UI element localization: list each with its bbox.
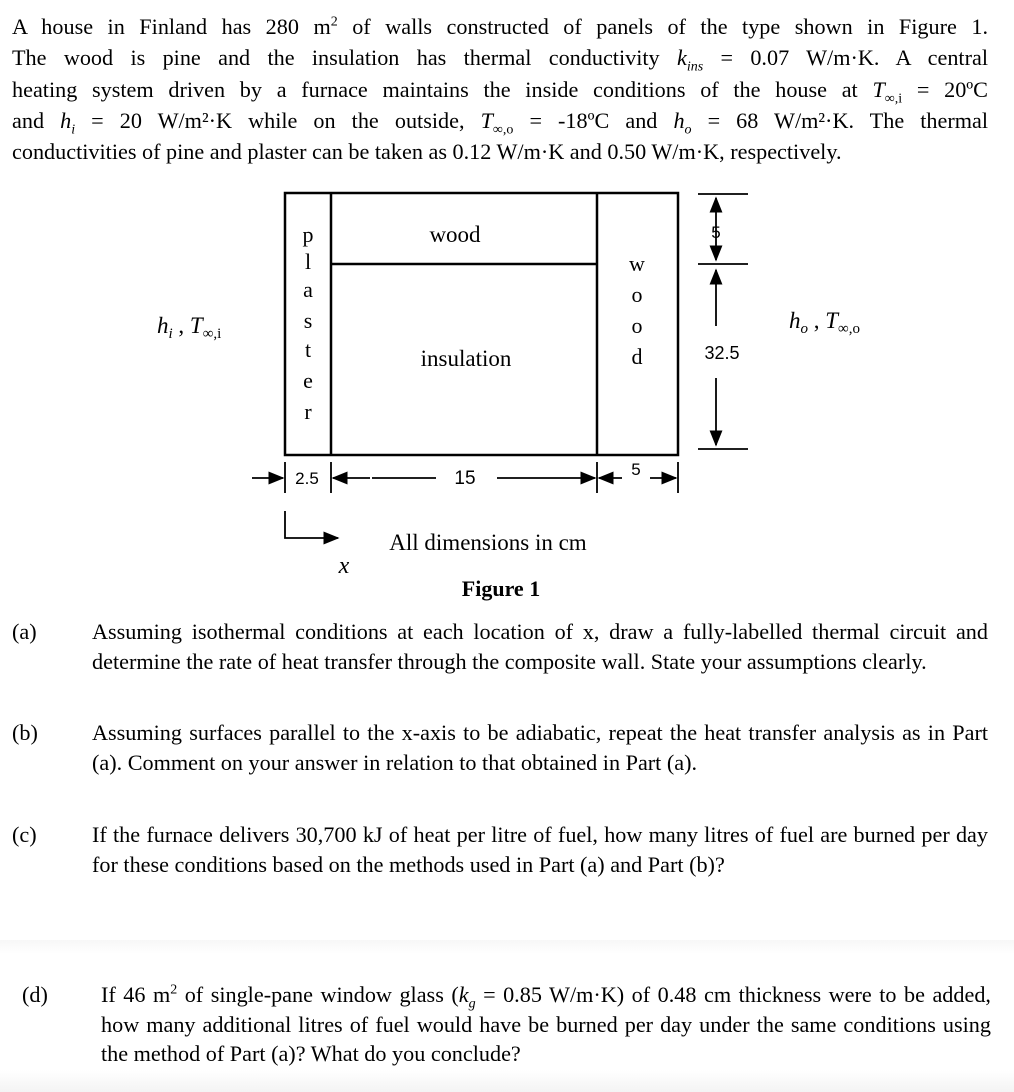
inside-conditions-label: $h_i$ , $T_{\infty,i}$ [157,313,222,342]
outside-conditions-label: $h_o$ , $T_{\infty,o}$ [789,308,860,337]
intro-line-4: and $h_i = 20$ W/m²·K while on the outside, $T_{\infty,o}$ = -18ºC and $h_o = 68$ W/m²·K. The thermal [12,107,988,138]
intro-line-1: A house in Finland has 280 $m^2$ of walls constructed of panels of the type shown in Figure 1. [12,14,988,39]
part-label: (b) [12,720,38,745]
plaster-width-label: 2.5 [295,469,319,488]
height-dimension [698,194,748,449]
plaster-letter: l [304,249,312,274]
part-text: If the furnace delivers 30,700 kJ of heat per litre of fuel, how many litres of fuel are burned per day for these conditions based on the methods used in Part (a) and Part (b)? [92,822,988,877]
insulation-width-label: 15 [454,468,476,489]
wood-letter: w [629,251,645,276]
plaster-letter: t [304,337,312,362]
part-label: (a) [12,619,37,644]
wood-letter: d [631,344,643,369]
plaster-letter: e [303,368,313,393]
problem-statement [12,11,988,167]
wood-letter: o [631,313,643,338]
insulation-label: insulation [420,346,512,371]
figure-1-composite-wall [0,180,1014,610]
figure-caption: Figure 1 [461,576,541,601]
units-note: All dimensions in cm [389,530,587,555]
wood-width-label: 5 [631,460,641,479]
intro-line-5: conductivities of pine and plaster can be taken as 0.12 W/m·K and 0.50 W/m·K, respectively. [12,139,842,165]
plaster-letter: s [303,308,313,333]
x-axis-arrow [285,511,338,538]
wood-letter: o [631,282,643,307]
part-text: If 46 $m^2$ of single-pane window glass ($k_g = 0.85$ W/m·K) of 0.48 cm thickness were to be added, how many additional litres of fuel would have be burned per day under the same conditions using the method of Part (a)? What do you conclude? [101,982,991,1066]
plaster-letter: r [304,399,312,424]
part-label: (c) [12,822,37,847]
intro-line-3: heating system driven by a furnace maintains the inside conditions of the house at $T_{\infty,i}$ = 20ºC [12,76,988,107]
x-axis-label: x [338,553,350,579]
wood-right-label [629,251,645,369]
wall-outline [285,193,678,455]
part-text: Assuming isothermal conditions at each location of x, draw a fully-labelled thermal circuit and determine the rate of heat transfer through the composite wall. State your assumptions clearly. [92,619,988,674]
plaster-letter: p [302,222,314,247]
part-text: Assuming surfaces parallel to the x-axis to be adiabatic, repeat the heat transfer analysis as in Part (a). Comment on your answer in relation to that obtained in Part (a). [92,720,988,775]
plaster-letter: a [303,277,313,302]
top-wood-dimension-label: 5 [711,223,721,242]
plaster-label [303,222,314,424]
part-label: (d) [22,982,48,1007]
intro-line-2: The wood is pine and the insulation has thermal conductivity $k_{ins} = 0.07$ W/m·K. A central [12,45,988,75]
height-dimension-label: 32.5 [704,343,740,363]
wood-top-label: wood [429,222,481,247]
